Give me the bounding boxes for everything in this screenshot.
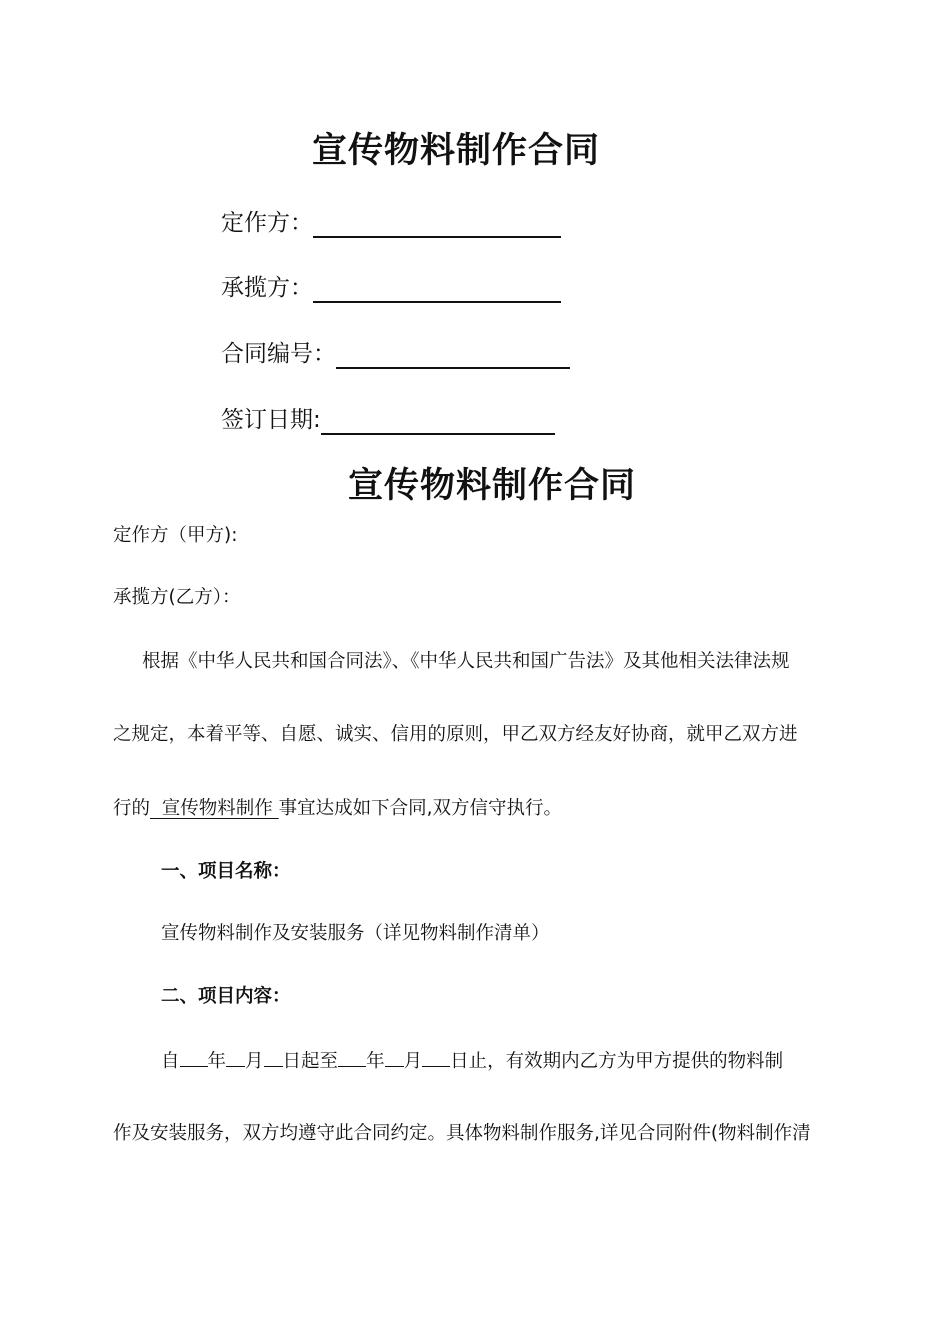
cover-field-contract-number xyxy=(221,339,570,369)
blank-day-end[interactable] xyxy=(422,1046,450,1067)
intro-line-3-prefix: 行的 xyxy=(113,798,151,819)
date-text: 月 xyxy=(403,1051,423,1072)
contract-title: 宣传物料制作合同 xyxy=(348,466,637,506)
cover-field-commissioner xyxy=(221,208,561,238)
cover-field-contractor xyxy=(221,273,561,303)
intro-line-2: 之规定，本着平等、自愿、诚实、信用的原则，甲乙双方经友好协商，就甲乙双方进 xyxy=(113,724,798,745)
project-name-underlined: 宣传物料制作 xyxy=(150,798,279,819)
section-2-heading: 二、项目内容： xyxy=(161,986,291,1007)
cover-field-blank[interactable] xyxy=(336,341,570,369)
section-2-line-2: 作及安装服务，双方均遵守此合同约定。具体物料制作服务,详见合同附件(物料制作清 xyxy=(113,1123,811,1144)
cover-field-label: 合同编号： xyxy=(221,341,336,367)
date-text: 日止，有效期内乙方为甲方提供的物料制 xyxy=(450,1051,784,1072)
date-text: 年 xyxy=(207,1051,227,1072)
date-text: 月 xyxy=(245,1051,264,1072)
section-1-text: 宣传物料制作及安装服务（详见物料制作清单） xyxy=(161,923,550,944)
cover-field-blank[interactable] xyxy=(321,407,555,435)
cover-field-label: 签订日期: xyxy=(221,407,321,433)
blank-year-start[interactable] xyxy=(180,1046,208,1067)
party-b-label: 承揽方(乙方）： xyxy=(113,587,241,608)
intro-line-1: 根据《中华人民共和国合同法》、《中华人民共和国广告法》及其他相关法律法规 xyxy=(142,651,790,672)
section-2-line-1 xyxy=(161,1046,783,1075)
date-text: 年 xyxy=(366,1051,385,1072)
date-text: 自 xyxy=(161,1051,180,1072)
date-text: 日起至 xyxy=(282,1051,339,1072)
section-1-heading: 一、项目名称： xyxy=(161,861,291,882)
cover-title: 宣传物料制作合同 xyxy=(312,131,601,171)
intro-line-3 xyxy=(113,796,562,822)
party-a-label: 定作方（甲方): xyxy=(113,525,238,546)
cover-field-label: 承揽方： xyxy=(221,275,313,301)
cover-field-sign-date xyxy=(221,405,555,435)
cover-field-label: 定作方： xyxy=(221,210,313,236)
blank-day-start[interactable] xyxy=(264,1046,283,1067)
blank-month-start[interactable] xyxy=(226,1046,245,1067)
intro-line-3-suffix: 事宜达成如下合同,双方信守执行。 xyxy=(278,798,563,819)
cover-field-blank[interactable] xyxy=(313,275,561,303)
blank-year-end[interactable] xyxy=(338,1046,366,1067)
blank-month-end[interactable] xyxy=(385,1046,404,1067)
cover-field-blank[interactable] xyxy=(313,210,561,238)
